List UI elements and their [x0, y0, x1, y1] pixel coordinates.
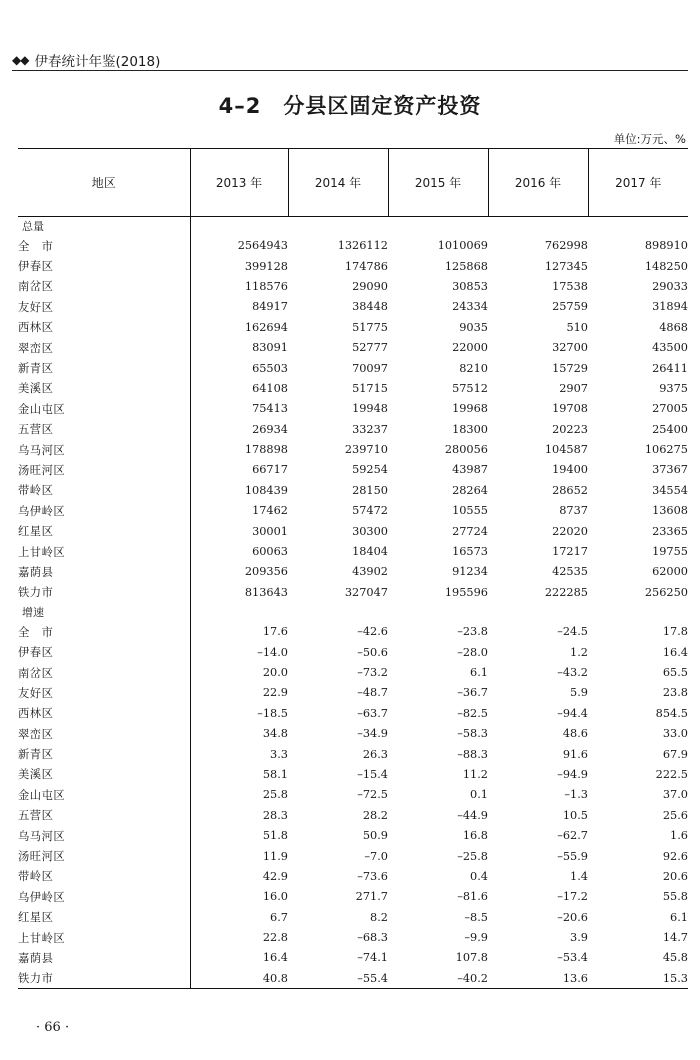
value-cell: 16.8	[462, 829, 488, 843]
value-cell: 239710	[344, 443, 388, 457]
year-column-header: 2017 年	[588, 149, 688, 217]
year-column-header: 2016 年	[488, 149, 588, 217]
value-cell: –55.4	[288, 968, 388, 988]
value-cell: –1.3	[564, 788, 588, 802]
value-cell: –58.3	[457, 727, 488, 741]
table-row	[18, 236, 688, 256]
value-cell: 51715	[352, 381, 388, 395]
table-row	[18, 948, 688, 968]
value-cell: 0.1	[470, 788, 488, 802]
value-cell: 59254	[352, 463, 388, 477]
value-cell: 28.2	[362, 808, 388, 822]
value-cell: 55.8	[662, 890, 688, 904]
value-cell: 9375	[659, 381, 688, 395]
region-cell: 全 市	[18, 239, 54, 253]
value-cell: –20.6	[557, 910, 588, 924]
value-cell: 28652	[552, 483, 588, 497]
value-cell: 9035	[459, 320, 488, 334]
table-row	[18, 866, 688, 886]
value-cell: 22000	[452, 341, 488, 355]
region-cell: 翠峦区	[18, 727, 54, 741]
region-cell: 友好区	[18, 300, 54, 314]
region-cell: 新青区	[18, 748, 54, 762]
region-cell: 乌伊岭区	[18, 504, 66, 518]
value-cell: 11.9	[190, 846, 288, 866]
region-cell: 带岭区	[18, 484, 54, 498]
value-cell: 19708	[552, 402, 588, 416]
value-cell: 28.3	[190, 805, 288, 825]
value-cell: 2564943	[190, 236, 288, 256]
value-cell: 30300	[352, 524, 388, 538]
value-cell: 16573	[452, 545, 488, 559]
value-cell: 43987	[452, 463, 488, 477]
value-cell: 50.9	[362, 829, 388, 843]
value-cell: 37.0	[662, 788, 688, 802]
region-cell: 西林区	[18, 707, 54, 721]
value-cell: 256250	[644, 585, 688, 599]
value-cell: 37367	[652, 463, 688, 477]
region-cell: 铁力市	[18, 968, 190, 988]
running-head	[12, 50, 160, 70]
value-cell: 24334	[452, 300, 488, 314]
value-cell: –68.3	[357, 931, 388, 945]
region-cell: 美溪区	[18, 382, 54, 396]
value-cell: –74.1	[357, 951, 388, 965]
value-cell: 14.7	[662, 931, 688, 945]
region-cell: 西林区	[18, 321, 54, 335]
table-row	[18, 480, 688, 500]
value-cell: 45.8	[662, 951, 688, 965]
table-row	[18, 378, 688, 398]
diamond-marker-icon: ◆◆	[12, 53, 29, 67]
value-cell: 22.9	[190, 683, 288, 703]
value-cell: 65.5	[662, 666, 688, 679]
value-cell: 30853	[452, 279, 488, 293]
value-cell: 106275	[644, 443, 688, 457]
value-cell: 83091	[190, 337, 288, 357]
value-cell: 52777	[352, 341, 388, 355]
value-cell: 92.6	[662, 849, 688, 863]
value-cell: 17217	[552, 545, 588, 559]
value-cell: 33237	[352, 422, 388, 436]
value-cell: 898910	[644, 239, 688, 253]
value-cell: 327047	[344, 585, 388, 599]
value-cell: 399128	[190, 256, 288, 276]
value-cell: –73.6	[357, 869, 388, 883]
table-row	[18, 805, 688, 825]
value-cell: 15.3	[588, 968, 688, 988]
value-cell: 29090	[352, 279, 388, 293]
region-cell: 伊春区	[18, 260, 54, 274]
value-cell: 20.0	[190, 662, 288, 682]
value-cell: 91.6	[562, 747, 588, 761]
table-row	[18, 582, 688, 602]
value-cell: 30001	[190, 521, 288, 541]
value-cell: 6.7	[190, 907, 288, 927]
value-cell: –72.5	[357, 788, 388, 802]
value-cell: 17538	[552, 279, 588, 293]
region-cell: 友好区	[18, 686, 54, 700]
table-row	[18, 785, 688, 805]
value-cell: –55.9	[557, 849, 588, 863]
table-row	[18, 907, 688, 927]
value-cell: –36.7	[457, 686, 488, 700]
value-cell: 29033	[652, 279, 688, 293]
year-column-header: 2015 年	[388, 149, 488, 217]
table-body	[18, 217, 688, 989]
table-row	[18, 825, 688, 845]
unit-label: 单位:万元、%	[613, 132, 686, 146]
value-cell: 222.5	[655, 767, 688, 781]
region-cell: 红星区	[18, 911, 54, 925]
region-cell: 汤旺河区	[18, 850, 66, 864]
table-number: 4–2	[218, 94, 262, 118]
table-row	[18, 744, 688, 764]
value-cell: –50.6	[357, 645, 388, 659]
value-cell: 3.9	[570, 931, 588, 945]
table-row	[18, 358, 688, 378]
table-row	[18, 317, 688, 337]
table-row	[18, 541, 688, 561]
value-cell: 195596	[444, 585, 488, 599]
value-cell: 51775	[352, 320, 388, 334]
region-cell: 五营区	[18, 423, 54, 437]
value-cell: 1.4	[570, 869, 588, 883]
value-cell: 27005	[652, 402, 688, 416]
value-cell: 62000	[652, 565, 688, 579]
value-cell: –28.0	[457, 645, 488, 659]
value-cell: 51.8	[190, 825, 288, 845]
book-title: 伊春统计年鉴(2018)	[34, 54, 161, 70]
value-cell: 19400	[552, 463, 588, 477]
value-cell: 25.8	[190, 785, 288, 805]
value-cell: 23.8	[662, 686, 688, 700]
value-cell: 17.8	[662, 625, 688, 639]
page-number: · 66 ·	[36, 1020, 70, 1035]
value-cell: 10555	[452, 504, 488, 518]
value-cell: –82.5	[457, 706, 488, 720]
region-cell: 翠峦区	[18, 341, 54, 355]
value-cell: 107.8	[455, 951, 488, 965]
value-cell: 19968	[452, 402, 488, 416]
region-cell: 五营区	[18, 809, 54, 823]
value-cell: 2907	[559, 381, 588, 395]
region-cell: 汤旺河区	[18, 463, 66, 477]
year-column-header: 2014 年	[288, 149, 388, 217]
value-cell: 23365	[652, 524, 688, 538]
region-cell: 红星区	[18, 525, 54, 539]
value-cell: 20.6	[662, 869, 688, 883]
value-cell: –15.4	[357, 767, 388, 781]
value-cell: –17.2	[557, 890, 588, 904]
value-cell: 18404	[352, 545, 388, 559]
value-cell: 33.0	[662, 727, 688, 741]
value-cell: 3.3	[190, 744, 288, 764]
section-label: 总量	[22, 220, 44, 234]
region-cell: 美溪区	[18, 768, 54, 782]
region-cell: 带岭区	[18, 870, 54, 884]
value-cell: 271.7	[355, 890, 388, 904]
statistics-table	[18, 148, 688, 989]
value-cell: 25759	[552, 300, 588, 314]
value-cell: 854.5	[655, 706, 688, 720]
value-cell: 26411	[652, 361, 688, 375]
header-row	[18, 149, 688, 217]
value-cell: 19948	[352, 402, 388, 416]
table-row	[18, 562, 688, 582]
region-column-header: 地区	[18, 149, 190, 217]
value-cell: 104587	[544, 443, 588, 457]
table-row	[18, 399, 688, 419]
value-cell: –62.7	[557, 829, 588, 843]
region-cell: 新青区	[18, 362, 54, 376]
value-cell: 42.9	[190, 866, 288, 886]
value-cell: 0.4	[470, 869, 488, 883]
value-cell: 174786	[344, 259, 388, 273]
table-row	[18, 927, 688, 947]
value-cell: 6.1	[670, 910, 688, 924]
value-cell: –42.6	[357, 625, 388, 639]
value-cell: 108439	[190, 480, 288, 500]
value-cell: 19755	[652, 545, 688, 559]
value-cell: –9.9	[464, 931, 488, 945]
table-row	[18, 764, 688, 784]
value-cell: 84917	[190, 297, 288, 317]
value-cell: –43.2	[557, 666, 588, 679]
value-cell: 6.1	[470, 666, 488, 679]
value-cell: 813643	[190, 582, 288, 602]
header-rule	[12, 70, 688, 71]
value-cell: 17462	[190, 501, 288, 521]
value-cell: 8210	[459, 361, 488, 375]
value-cell: 8.2	[370, 910, 388, 924]
table-row	[18, 419, 688, 439]
value-cell: 162694	[190, 317, 288, 337]
region-cell: 乌伊岭区	[18, 890, 66, 904]
value-cell: 13.6	[488, 968, 588, 988]
value-cell: 57512	[452, 381, 488, 395]
value-cell: 25400	[652, 422, 688, 436]
region-cell: 全 市	[18, 625, 54, 639]
value-cell: 127345	[544, 259, 588, 273]
value-cell: 28264	[452, 483, 488, 497]
table-row	[18, 256, 688, 276]
region-cell: 乌马河区	[18, 443, 66, 457]
value-cell: 1.6	[670, 829, 688, 843]
value-cell: 22.8	[190, 927, 288, 947]
value-cell: 57472	[352, 504, 388, 518]
table-row	[18, 622, 688, 642]
value-cell: –88.3	[457, 747, 488, 761]
value-cell: 10.5	[562, 808, 588, 822]
value-cell: 762998	[544, 239, 588, 253]
value-cell: 25.6	[662, 808, 688, 822]
value-cell: 209356	[190, 562, 288, 582]
section-row	[18, 603, 688, 622]
region-cell: 金山屯区	[18, 402, 66, 416]
value-cell: 43902	[352, 565, 388, 579]
value-cell: 66717	[190, 460, 288, 480]
value-cell: 118576	[190, 276, 288, 296]
region-cell: 上甘岭区	[18, 931, 66, 945]
value-cell: 13608	[652, 504, 688, 518]
value-cell: 22020	[552, 524, 588, 538]
value-cell: –48.7	[357, 686, 388, 700]
value-cell: 280056	[444, 443, 488, 457]
value-cell: 1326112	[337, 239, 388, 253]
table-row	[18, 521, 688, 541]
value-cell: 26.3	[362, 747, 388, 761]
year-column-header: 2013 年	[190, 149, 288, 217]
value-cell: 91234	[452, 565, 488, 579]
table-row	[18, 297, 688, 317]
value-cell: –25.8	[457, 849, 488, 863]
value-cell: –24.5	[557, 625, 588, 639]
value-cell: –53.4	[557, 951, 588, 965]
table-row	[18, 703, 688, 723]
table-title: 分县区固定资产投资	[283, 94, 482, 118]
value-cell: 75413	[190, 399, 288, 419]
value-cell: 34.8	[190, 723, 288, 743]
region-cell: 南岔区	[18, 666, 54, 680]
value-cell: 16.0	[190, 887, 288, 907]
region-cell: 嘉荫县	[18, 565, 54, 579]
value-cell: 178898	[190, 439, 288, 459]
table-row	[18, 642, 688, 662]
value-cell: 1.2	[570, 645, 588, 659]
table-row	[18, 662, 688, 682]
table-row	[18, 846, 688, 866]
value-cell: 148250	[644, 259, 688, 273]
table-row	[18, 683, 688, 703]
region-cell: 南岔区	[18, 280, 54, 294]
value-cell: 64108	[190, 378, 288, 398]
value-cell: 16.4	[662, 645, 688, 659]
value-cell: 510	[566, 320, 588, 334]
value-cell: 40.8	[190, 968, 288, 988]
value-cell: 5.9	[570, 686, 588, 700]
value-cell: 18300	[452, 422, 488, 436]
value-cell: –63.7	[357, 706, 388, 720]
region-cell: 上甘岭区	[18, 545, 66, 559]
value-cell: –34.9	[357, 727, 388, 741]
value-cell: –18.5	[190, 703, 288, 723]
region-cell: 伊春区	[18, 646, 54, 660]
section-row	[18, 217, 688, 236]
value-cell: 32700	[552, 341, 588, 355]
value-cell: 31894	[652, 300, 688, 314]
table-row	[18, 723, 688, 743]
value-cell: –7.0	[364, 849, 388, 863]
value-cell: 28150	[352, 483, 388, 497]
value-cell: 58.1	[190, 764, 288, 784]
value-cell: 17.6	[190, 622, 288, 642]
section-label: 增速	[22, 606, 44, 620]
value-cell: 48.6	[562, 727, 588, 741]
value-cell: 60063	[190, 541, 288, 561]
region-cell: 乌马河区	[18, 829, 66, 843]
table-row	[18, 887, 688, 907]
value-cell: 70097	[352, 361, 388, 375]
value-cell: 67.9	[662, 747, 688, 761]
value-cell: –44.9	[457, 808, 488, 822]
value-cell: –40.2	[388, 968, 488, 988]
table-row	[18, 276, 688, 296]
value-cell: 34554	[652, 483, 688, 497]
value-cell: 26934	[190, 419, 288, 439]
table-row	[18, 337, 688, 357]
value-cell: 65503	[190, 358, 288, 378]
value-cell: –94.9	[557, 767, 588, 781]
region-cell: 金山屯区	[18, 788, 66, 802]
value-cell: 20223	[552, 422, 588, 436]
value-cell: –23.8	[457, 625, 488, 639]
value-cell: 27724	[452, 524, 488, 538]
value-cell: 42535	[552, 565, 588, 579]
value-cell: –8.5	[464, 910, 488, 924]
value-cell: –94.4	[557, 706, 588, 720]
value-cell: –14.0	[190, 642, 288, 662]
table-row	[18, 501, 688, 521]
value-cell: 1010069	[437, 239, 488, 253]
value-cell: 8737	[559, 504, 588, 518]
value-cell: 43500	[652, 341, 688, 355]
value-cell: 125868	[444, 259, 488, 273]
table-row	[18, 460, 688, 480]
value-cell: 11.2	[462, 767, 488, 781]
value-cell: 38448	[352, 300, 388, 314]
value-cell: 222285	[544, 585, 588, 599]
value-cell: –73.2	[357, 666, 388, 679]
value-cell: –81.6	[457, 890, 488, 904]
page-title	[0, 90, 700, 120]
region-cell: 嘉荫县	[18, 951, 54, 965]
value-cell: 15729	[552, 361, 588, 375]
value-cell: 4868	[659, 320, 688, 334]
table-row	[18, 968, 688, 988]
region-cell: 铁力市	[18, 586, 54, 600]
table-row	[18, 439, 688, 459]
value-cell: 16.4	[190, 948, 288, 968]
